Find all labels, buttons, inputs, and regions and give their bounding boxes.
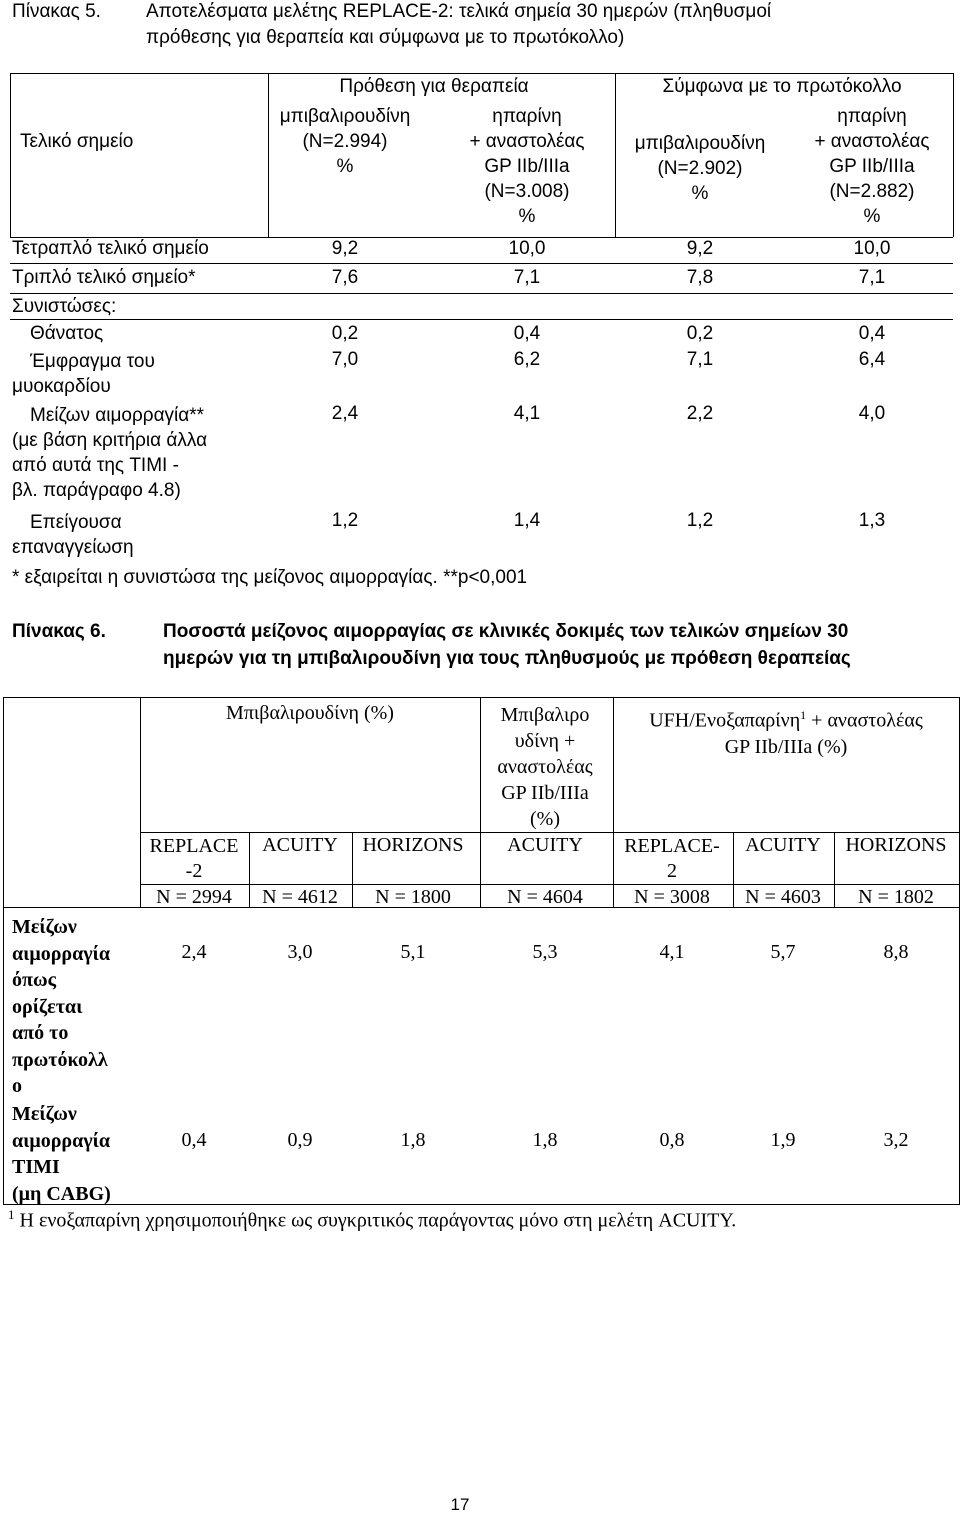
table5-label: Πίνακας 5.: [12, 1, 101, 22]
table5-row-death-label: Θάνατος: [30, 323, 104, 344]
label-line: Μείζων: [12, 1103, 77, 1125]
table6-n: N = 3008: [634, 886, 710, 908]
table6-cell: 5,3: [532, 941, 558, 963]
header-line: (%): [530, 808, 560, 830]
table6-cell: 0,8: [659, 1129, 685, 1151]
table5-cell: 7,1: [858, 267, 886, 288]
table5-cell: 6,4: [858, 349, 886, 370]
table5-cell: 0,2: [331, 323, 359, 344]
table5-title-line2: πρόθεσης για θεραπεία και σύμφωνα με το πρωτόκολλο): [146, 27, 625, 48]
table5-row-mi-label: [12, 349, 155, 399]
label-line: από αυτά της TIMI -: [12, 455, 179, 476]
label-line: (μη CABG): [12, 1182, 111, 1205]
col1-line: %: [336, 156, 354, 177]
table5-group-itt: Πρόθεση για θεραπεία: [339, 76, 529, 97]
table5-cell: 1,2: [331, 510, 359, 531]
table6-trial-border: [352, 832, 353, 907]
table5-cell: 10,0: [853, 238, 891, 259]
table5-cell: 7,6: [331, 267, 359, 288]
trial-line: -2: [185, 860, 203, 882]
table5-cell: 4,0: [858, 403, 886, 424]
ufh-footnote-ref: 1: [800, 708, 807, 722]
table6-group-bivalirudin: Μπιβαλιρουδίνη (%): [226, 702, 394, 724]
table5-cell: 0,4: [858, 323, 886, 344]
table5-col-separator: [268, 73, 269, 237]
trial-line: REPLACE: [149, 835, 239, 857]
table5-group-separator: [615, 73, 616, 237]
table6-row2-label: [12, 1101, 111, 1207]
label-line: ορίζεται: [12, 995, 83, 1018]
table5-row-border: [10, 263, 953, 264]
table5-cell: 9,2: [331, 238, 359, 259]
table5-row-components-label: Συνιστώσες:: [12, 296, 117, 317]
table5-row-revasc-label: [12, 510, 134, 560]
label-line: επαναγγείωση: [12, 537, 134, 558]
table5-col-endpoint: Τελικό σημείο: [20, 131, 134, 152]
header-line: Μπιβαλιρο: [500, 704, 590, 726]
label-line: αιμορραγία: [12, 942, 110, 965]
table5-col4-header: [814, 104, 929, 229]
label-line: (με βάση κριτήρια άλλα: [12, 430, 208, 451]
table6-n: N = 1800: [375, 886, 451, 908]
table6-group-bivalirudin-gp: [497, 702, 592, 832]
ufh-text-rest: + αναστολέας: [806, 709, 923, 732]
table6-cell: 1,8: [532, 1129, 558, 1151]
col2-line: ηπαρίνη: [492, 106, 562, 127]
table5-right-border: [953, 73, 954, 237]
table5-cell: 2,4: [331, 403, 359, 424]
label-line: όπως: [12, 969, 57, 991]
footnote-ref: 1: [8, 1207, 15, 1222]
col3-line: %: [691, 183, 709, 204]
table5-cell: 10,0: [508, 238, 546, 259]
label-line: Έμφραγμα του: [30, 351, 155, 372]
col2-line: (N=3.008): [484, 181, 570, 202]
col1-line: μπιβαλιρουδίνη: [279, 106, 411, 127]
table6-n: N = 4604: [507, 886, 583, 908]
table6-cell: 0,9: [287, 1129, 313, 1151]
table6-cell: 5,1: [400, 941, 426, 963]
table6-trial: ACUITY: [745, 834, 821, 856]
table5-footnote: * εξαιρείται η συνιστώσα της μείζονος αιμορραγίας. **p<0,001: [12, 567, 528, 588]
table5-cell: 7,0: [331, 349, 359, 370]
table6-left-border: [3, 697, 4, 1204]
table5-left-border: [10, 73, 11, 237]
table5-col1-header: [280, 104, 411, 179]
table6-cell: 1,9: [770, 1129, 796, 1151]
table5-row-triple-label: Τριπλό τελικό σημείο*: [12, 267, 196, 288]
table6-group-border: [613, 697, 614, 907]
table6-title-line1: Ποσοστά μείζονος αιμορραγίας σε κλινικές δοκιμές των τελικών σημείων 30: [163, 621, 849, 642]
table5-cell: 9,2: [686, 238, 714, 259]
table6-cell: 3,2: [883, 1129, 909, 1151]
table6-row1-label: [12, 914, 110, 1100]
header-line: αναστολέας: [497, 756, 593, 778]
table6-trial-border: [733, 832, 734, 907]
col4-line: GP IIb/IIIa: [829, 156, 915, 177]
ufh-text: UFH/Ενοξαπαρίνη: [649, 709, 801, 732]
table5-cell: 4,1: [513, 403, 541, 424]
table6-cell: 0,4: [181, 1129, 207, 1151]
label-line: Μείζων: [12, 916, 77, 938]
table6-trial-border: [249, 832, 250, 907]
table6-group-border: [480, 697, 481, 907]
table6-trial-border: [834, 832, 835, 907]
table6-n: N = 4612: [262, 886, 338, 908]
col4-line: ηπαρίνη: [837, 106, 907, 127]
label-line: Επείγουσα: [30, 512, 122, 533]
table5-cell: 7,1: [513, 267, 541, 288]
table5-row-quad-label: Τετραπλό τελικό σημείο: [12, 238, 209, 259]
col2-line: %: [518, 206, 536, 227]
col4-line: + αναστολέας: [814, 131, 930, 152]
col1-line: (N=2.994): [302, 131, 388, 152]
table6-n: N = 1802: [858, 886, 934, 908]
header-line: GP IIb/IIIa (%): [724, 735, 848, 758]
table6-trial: ACUITY: [507, 834, 583, 856]
trial-line: REPLACE-: [624, 835, 720, 857]
table6-n: N = 4603: [745, 886, 821, 908]
table6-trial: ACUITY: [262, 834, 338, 856]
label-line: Μείζων αιμορραγία**: [30, 405, 205, 426]
table6-label-col-border: [140, 697, 141, 907]
label-line: TIMI: [12, 1156, 60, 1178]
col3-line: μπιβαλιρουδίνη: [634, 133, 766, 154]
label-line: αιμορραγία: [12, 1129, 110, 1152]
table5-cell: 0,4: [513, 323, 541, 344]
table6-top-border: [3, 697, 960, 698]
table5-cell: 0,2: [686, 323, 714, 344]
col2-line: + αναστολέας: [469, 131, 585, 152]
col4-line: %: [863, 206, 881, 227]
table5-col2-header: [469, 104, 584, 229]
trial-line: 2: [667, 860, 677, 882]
footnote-text: Η ενοξαπαρίνη χρησιμοποιήθηκε ως συγκριτικός παράγοντας μόνο στη μελέτη ACUITY.: [14, 1209, 737, 1232]
table5-row-border: [10, 319, 953, 320]
table6-footnote: [8, 1207, 736, 1233]
label-line: πρωτόκολλ: [12, 1048, 108, 1071]
table6-trial: [624, 834, 720, 884]
table6-cell: 4,1: [659, 941, 685, 963]
table6-cell: 8,8: [883, 941, 909, 963]
table6-label: Πίνακας 6.: [12, 621, 106, 642]
table6-trial: HORIZONS: [845, 834, 947, 856]
table5-cell: 7,1: [686, 349, 714, 370]
header-line: υδίνη +: [514, 730, 576, 752]
table5-group-pp: Σύμφωνα με το πρωτόκολλο: [662, 76, 902, 97]
table5-cell: 1,2: [686, 510, 714, 531]
table5-row-bleeding-label: [12, 403, 207, 503]
table5-cell: 7,8: [686, 267, 714, 288]
table6-title-line2: ημερών για τη μπιβαλιρουδίνη για τους πληθυσμούς με πρόθεση θεραπείας: [163, 648, 851, 669]
label-line: βλ. παράγραφο 4.8): [12, 480, 181, 501]
table5-title-line1: Αποτελέσματα μελέτης REPLACE-2: τελικά σημεία 30 ημερών (πληθυσμοί: [146, 1, 772, 22]
page-number: 17: [450, 1495, 470, 1514]
table6-cell: 5,7: [770, 941, 796, 963]
table5-cell: 1,4: [513, 510, 541, 531]
table6-cell: 3,0: [287, 941, 313, 963]
table6-bottom-border: [3, 1204, 960, 1205]
table6-cell: 1,8: [400, 1129, 426, 1151]
table5-cell: 1,3: [858, 510, 886, 531]
col3-line: (N=2.902): [657, 158, 743, 179]
table5-cell: 6,2: [513, 349, 541, 370]
table6-trial: HORIZONS: [362, 834, 464, 856]
table6-group-ufh: [649, 702, 923, 760]
table5-cell: 2,2: [686, 403, 714, 424]
header-line: GP IIb/IIIa: [501, 782, 589, 804]
table6-cell: 2,4: [181, 941, 207, 963]
table5-col3-header: [635, 131, 766, 206]
col2-line: GP IIb/IIIa: [484, 156, 570, 177]
table6-trials-top-border: [140, 832, 959, 833]
table5-top-border: [10, 73, 953, 74]
col4-line: (N=2.882): [829, 181, 915, 202]
label-line: μυοκαρδίου: [12, 376, 111, 397]
table6-trial: [150, 834, 239, 884]
label-line: ο: [12, 1075, 22, 1097]
table6-n-top-border: [140, 884, 959, 885]
table5-row-border: [10, 293, 953, 294]
label-line: από το: [12, 1022, 69, 1044]
table6-n: N = 2994: [156, 886, 232, 908]
